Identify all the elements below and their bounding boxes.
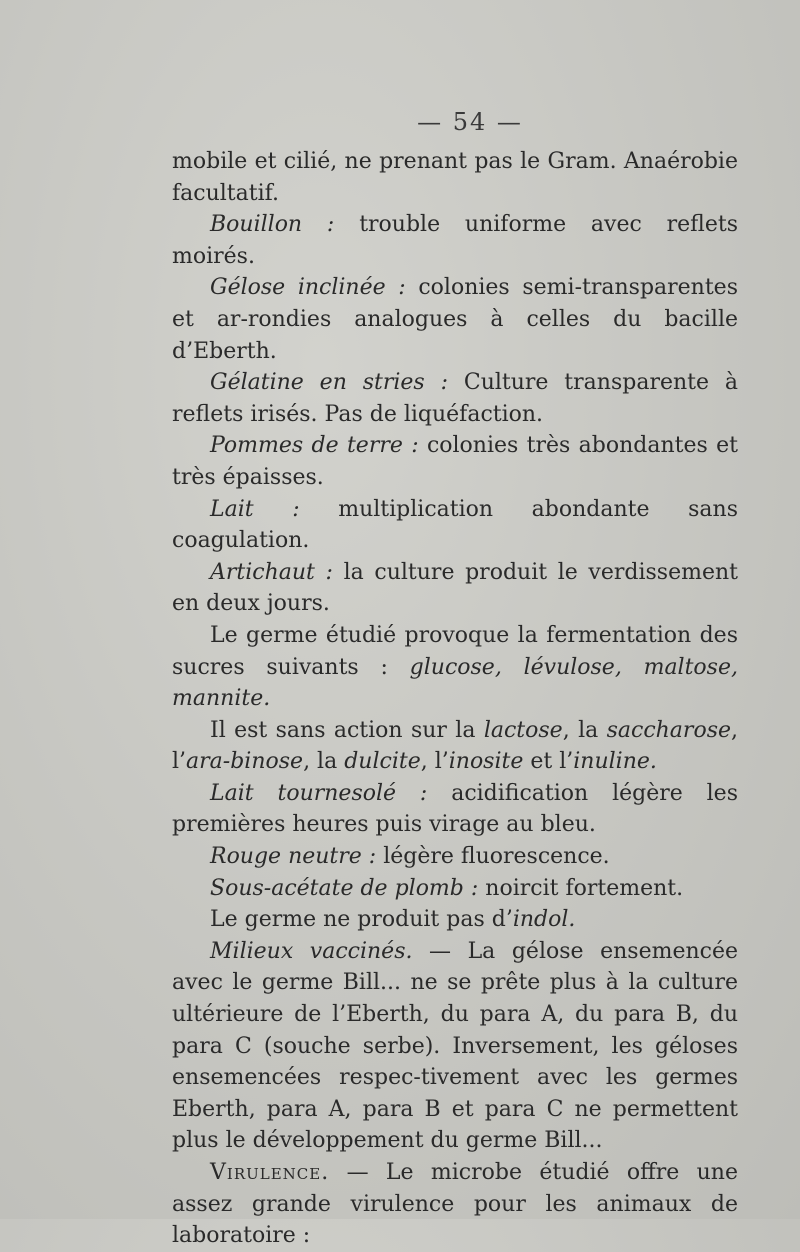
text-run: trouble uniforme avec reflets moirés.: [172, 212, 738, 269]
paragraph-p11: [172, 841, 738, 873]
paragraph-p6: [172, 494, 738, 557]
text-run: Le germe ne produit pas d’: [210, 907, 513, 933]
italic-text: dulcite: [344, 749, 421, 775]
text-run: légère fluorescence.: [376, 844, 610, 870]
paragraph-p9: [172, 715, 738, 778]
italic-text: Artichaut :: [210, 559, 333, 585]
text-run: et l’: [523, 749, 574, 775]
paragraph-p12: [172, 873, 738, 905]
italic-text: Gélose inclinée :: [210, 275, 406, 301]
text-run: Il est sans action sur la: [210, 717, 484, 743]
document-page: [172, 108, 738, 1252]
text-run: — La gélose ensemencée avec le germe Bill... ne se prête plus à la culture ultérieure de l’Eberth, du para A, du para B, du para C (souche serbe). Inversement, les géloses ensemencées respec-tivement avec les germes Eberth, para A, para B et para C ne permettent plus le développement du germe Bill...: [172, 938, 738, 1154]
paragraph-p1: [172, 146, 738, 209]
text-run: acidification légère les premières heures puis virage au bleu.: [172, 780, 738, 838]
paragraph-p7: [172, 557, 738, 620]
italic-text: Pommes de terre :: [210, 433, 419, 459]
paragraph-p8: [172, 620, 738, 715]
text-run: Le germe étudié provoque la fermentation des sucres suivants :: [172, 622, 738, 680]
italic-text: Gélatine en stries :: [210, 370, 448, 396]
text-run: multiplication abondante sans coagulation.: [172, 496, 738, 554]
text-run: mobile et cilié, ne prenant pas le Gram. Anaérobie facultatif.: [172, 149, 738, 206]
italic-text: indol.: [512, 907, 576, 933]
text-run: colonies très abondantes et très épaisses.: [172, 433, 738, 490]
italic-text: saccharose: [606, 717, 731, 743]
text-run: , la: [562, 717, 607, 743]
paragraph-p2: [172, 209, 738, 272]
paragraph-p13: [172, 904, 738, 936]
paragraph-p15: [172, 1157, 738, 1252]
paragraph-p3: [172, 272, 738, 367]
italic-text: Lait tournesolé :: [210, 780, 428, 806]
text-run: colonies semi-transparentes et ar-rondies analogues à celles du bacille d’Eberth.: [172, 275, 738, 364]
italic-text: inosite: [448, 749, 524, 775]
text-run: , la: [303, 749, 345, 775]
text-run: la culture produit le verdissement en deux jours.: [172, 559, 738, 617]
body-text: [172, 146, 738, 1252]
italic-text: inuline.: [573, 749, 657, 775]
text-run: Culture transparente à reflets irisés. Pas de liquéfaction.: [172, 370, 738, 427]
italic-text: Sous-acétate de plomb :: [210, 875, 479, 901]
italic-text: lactose: [483, 717, 563, 743]
italic-text: glucose, lévulose, maltose, mannite.: [172, 654, 738, 712]
text-run: noircit fortement.: [478, 875, 684, 901]
italic-text: Lait :: [210, 496, 300, 522]
italic-text: ara-binose: [186, 749, 304, 775]
page-number: — 54 —: [417, 108, 523, 136]
paragraph-p5: [172, 430, 738, 493]
small-caps-heading: Virulence.: [210, 1160, 330, 1185]
italic-text: Bouillon :: [210, 212, 335, 238]
italic-text: Milieux vaccinés.: [210, 938, 413, 964]
paragraph-p10: [172, 778, 738, 841]
italic-text: Rouge neutre :: [210, 844, 377, 870]
paragraph-p4: [172, 367, 738, 430]
text-run: — Le microbe étudié offre une assez grande virulence pour les animaux de laboratoire :: [172, 1160, 738, 1249]
text-run: , l’: [172, 717, 738, 775]
paragraph-p14: [172, 936, 738, 1157]
text-run: , l’: [420, 749, 449, 775]
